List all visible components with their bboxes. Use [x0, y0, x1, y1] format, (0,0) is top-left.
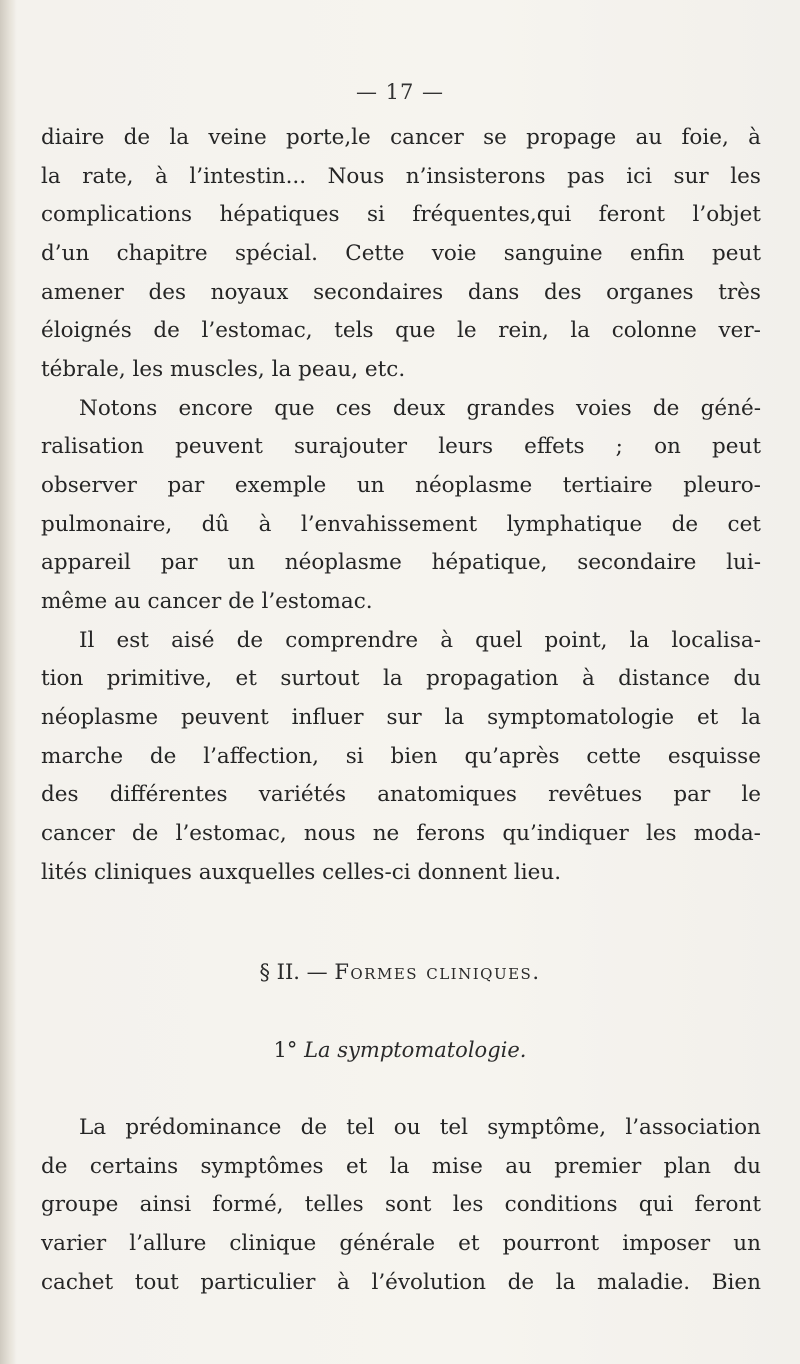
word: secondaires	[313, 280, 444, 305]
word: lymphatique	[506, 512, 643, 537]
word: spécial.	[234, 241, 318, 266]
word: le	[741, 782, 761, 807]
word: de	[236, 628, 264, 653]
text-line	[41, 436, 761, 458]
word: prédominance	[125, 1115, 282, 1140]
text-line	[41, 1156, 761, 1178]
word: éloignés	[41, 318, 132, 343]
word: bien	[390, 744, 438, 769]
word: varier	[41, 1231, 107, 1256]
word: observer	[41, 473, 137, 498]
word: comprendre	[285, 628, 419, 653]
word: l’intestin...	[189, 164, 307, 189]
text-line	[41, 668, 761, 690]
word: rate,	[82, 164, 134, 189]
word: porte,le	[286, 125, 371, 150]
word: localisa-	[671, 628, 761, 653]
text-line	[41, 475, 761, 497]
word: de	[41, 1154, 68, 1179]
word: et	[458, 1231, 480, 1256]
word: du	[733, 1154, 761, 1179]
word: fréquentes,qui	[412, 202, 572, 227]
word: l’allure	[129, 1231, 207, 1256]
word: Il	[79, 628, 95, 653]
word: symptômes	[200, 1154, 324, 1179]
word: est	[116, 628, 149, 653]
subheading	[0, 1038, 800, 1062]
word: des	[543, 280, 582, 305]
word: se	[483, 125, 507, 150]
word: peuvent	[175, 434, 263, 459]
word: certains	[89, 1154, 179, 1179]
text-line	[41, 1233, 761, 1255]
word: nous	[303, 821, 356, 846]
word: lui-	[726, 550, 761, 575]
word: dans	[467, 280, 520, 305]
word: l’évolution	[371, 1270, 486, 1295]
word: Cette	[345, 241, 405, 266]
word: à	[155, 164, 168, 189]
word: de	[131, 821, 159, 846]
text-line	[79, 630, 761, 652]
word: surajouter	[294, 434, 408, 459]
word: de	[652, 396, 680, 421]
word: particulier	[200, 1270, 316, 1295]
text-line: tébrale, les muscles, la peau, etc.	[41, 357, 406, 382]
word: propage	[526, 125, 617, 150]
word: pas	[567, 164, 605, 189]
word: dû	[201, 512, 230, 537]
word: néoplasme	[415, 473, 533, 498]
text-line	[41, 166, 761, 188]
word: la	[444, 705, 465, 730]
word: par	[167, 473, 205, 498]
page-number: — 17 —	[355, 80, 445, 104]
text-line	[41, 707, 761, 729]
word: mise	[431, 1154, 483, 1179]
word: pulmonaire,	[41, 512, 173, 537]
word: néoplasme	[41, 705, 159, 730]
text-line	[79, 398, 761, 420]
word: le	[457, 318, 477, 343]
text-line: même au cancer de l’estomac.	[41, 589, 373, 614]
word: variétés	[258, 782, 347, 807]
word: différentes	[109, 782, 228, 807]
text-line	[41, 1272, 761, 1294]
word: tel	[346, 1115, 375, 1140]
word: ici	[626, 164, 653, 189]
word: ;	[615, 434, 623, 459]
word: La	[79, 1115, 107, 1140]
word: sont	[384, 1192, 432, 1217]
text-line	[41, 204, 761, 226]
word: la	[741, 705, 761, 730]
page-binding-edge	[0, 0, 16, 1364]
word: la	[382, 666, 403, 691]
word: Notons	[79, 396, 158, 421]
word: distance	[618, 666, 710, 691]
word: symptôme,	[487, 1115, 607, 1140]
word: feront	[598, 202, 666, 227]
word: symptomatologie	[487, 705, 675, 730]
word: que	[395, 318, 436, 343]
word: de	[123, 125, 151, 150]
word: Bien	[711, 1270, 761, 1295]
text-line	[41, 282, 761, 304]
word: secondaire	[577, 550, 697, 575]
word: tion	[41, 666, 84, 691]
word: feront	[694, 1192, 761, 1217]
word: qu’indiquer	[502, 821, 629, 846]
word: des	[41, 782, 79, 807]
word: hépatique,	[431, 550, 548, 575]
text-line	[41, 552, 761, 574]
section-heading-title: Formes cliniques.	[334, 960, 541, 984]
word: leurs	[438, 434, 493, 459]
word: on	[654, 434, 681, 459]
word: exemple	[234, 473, 327, 498]
word: encore	[178, 396, 254, 421]
word: colonne	[611, 318, 697, 343]
word: revêtues	[548, 782, 643, 807]
word: cancer	[390, 125, 464, 150]
word: néoplasme	[284, 550, 402, 575]
word: ver-	[718, 318, 761, 343]
word: l’objet	[692, 202, 761, 227]
word: organes	[606, 280, 694, 305]
word: imposer	[622, 1231, 711, 1256]
word: sanguine	[503, 241, 603, 266]
word: tout	[134, 1270, 179, 1295]
word: peut	[712, 434, 761, 459]
word: à	[258, 512, 272, 537]
subheading-title: La symptomatologie.	[304, 1038, 527, 1062]
word: les	[645, 821, 677, 846]
word: et	[235, 666, 257, 691]
word: qu’après	[464, 744, 560, 769]
word: esquisse	[667, 744, 761, 769]
text-line	[41, 1194, 761, 1216]
word: les	[452, 1192, 484, 1217]
text-line	[41, 823, 761, 845]
word: pleuro-	[683, 473, 761, 498]
word: tertiaire	[562, 473, 653, 498]
word: moda-	[693, 821, 761, 846]
word: ainsi	[139, 1192, 192, 1217]
word: amener	[41, 280, 124, 305]
word: par	[673, 782, 711, 807]
word: diaire	[41, 125, 105, 150]
word: hépatiques	[219, 202, 340, 227]
word: complications	[41, 202, 193, 227]
word: à	[748, 125, 761, 150]
word: qui	[638, 1192, 674, 1217]
word: anatomiques	[377, 782, 517, 807]
word: l’estomac,	[201, 318, 313, 343]
word: par	[160, 550, 198, 575]
word: effets	[524, 434, 585, 459]
word: des	[148, 280, 186, 305]
word: l’affection,	[203, 744, 319, 769]
word: les	[730, 164, 761, 189]
word: cancer	[41, 821, 115, 846]
word: ne	[372, 821, 400, 846]
word: grandes	[466, 396, 555, 421]
section-heading-prefix: § II. —	[259, 960, 328, 984]
word: et	[696, 705, 719, 730]
word: si	[367, 202, 385, 227]
text-line	[41, 784, 761, 806]
word: ces	[335, 396, 372, 421]
word: sur	[673, 164, 709, 189]
word: telles	[304, 1192, 364, 1217]
word: un	[733, 1231, 761, 1256]
word: cet	[727, 512, 761, 537]
word: groupe	[41, 1192, 119, 1217]
word: de	[153, 318, 180, 343]
word: un	[227, 550, 256, 575]
word: et	[345, 1154, 368, 1179]
word: au	[505, 1154, 532, 1179]
word: influer	[291, 705, 364, 730]
word: générale	[339, 1231, 436, 1256]
word: un	[356, 473, 385, 498]
word: la	[555, 1270, 576, 1295]
word: à	[337, 1270, 350, 1295]
word: de	[149, 744, 177, 769]
word: n’insisterons	[405, 164, 546, 189]
word: plan	[663, 1154, 711, 1179]
section-heading	[0, 960, 800, 984]
text-line	[41, 320, 761, 342]
word: la	[570, 318, 591, 343]
word: enfin	[629, 241, 685, 266]
text-line	[41, 243, 761, 265]
text-line	[41, 127, 761, 149]
word: voies	[575, 396, 632, 421]
word: voie	[431, 241, 477, 266]
word: propagation	[426, 666, 559, 691]
word: aisé	[171, 628, 215, 653]
word: pourront	[502, 1231, 600, 1256]
word: tel	[439, 1115, 469, 1140]
word: cette	[586, 744, 642, 769]
word: foie,	[681, 125, 729, 150]
word: formé,	[212, 1192, 284, 1217]
word: rein,	[498, 318, 549, 343]
word: la	[169, 125, 190, 150]
word: point,	[544, 628, 608, 653]
word: très	[718, 280, 761, 305]
word: chapitre	[116, 241, 208, 266]
word: quel	[475, 628, 523, 653]
text-line: lités cliniques auxquelles celles-ci donnent lieu.	[41, 860, 562, 885]
text-line	[79, 1117, 761, 1139]
word: ferons	[416, 821, 486, 846]
word: veine	[208, 125, 267, 150]
word: surtout	[280, 666, 360, 691]
word: sur	[386, 705, 422, 730]
word: ou	[393, 1115, 421, 1140]
word: appareil	[41, 550, 131, 575]
word: ralisation	[41, 434, 145, 459]
word: peuvent	[181, 705, 269, 730]
word: de	[300, 1115, 328, 1140]
word: maladie.	[596, 1270, 691, 1295]
text-line	[41, 746, 761, 768]
word: primitive,	[106, 666, 213, 691]
word: cachet	[41, 1270, 114, 1295]
word: conditions	[504, 1192, 618, 1217]
word: du	[733, 666, 761, 691]
word: deux	[392, 396, 446, 421]
subheading-number: 1°	[273, 1038, 298, 1062]
word: l’association	[625, 1115, 761, 1140]
text-line	[41, 514, 761, 536]
word: que	[274, 396, 315, 421]
word: de	[507, 1270, 535, 1295]
word: l’estomac,	[175, 821, 287, 846]
word: à	[581, 666, 595, 691]
word: noyaux	[210, 280, 289, 305]
word: clinique	[229, 1231, 317, 1256]
word: au	[635, 125, 663, 150]
word: la	[629, 628, 650, 653]
word: la	[41, 164, 61, 189]
word: l’envahissement	[300, 512, 478, 537]
word: tels	[334, 318, 374, 343]
word: de	[671, 512, 699, 537]
word: marche	[41, 744, 124, 769]
word: géné-	[700, 396, 761, 421]
word: si	[345, 744, 364, 769]
word: à	[440, 628, 454, 653]
word: premier	[554, 1154, 642, 1179]
word: d’un	[41, 241, 90, 266]
word: Nous	[327, 164, 385, 189]
word: peut	[711, 241, 761, 266]
word: la	[389, 1154, 410, 1179]
